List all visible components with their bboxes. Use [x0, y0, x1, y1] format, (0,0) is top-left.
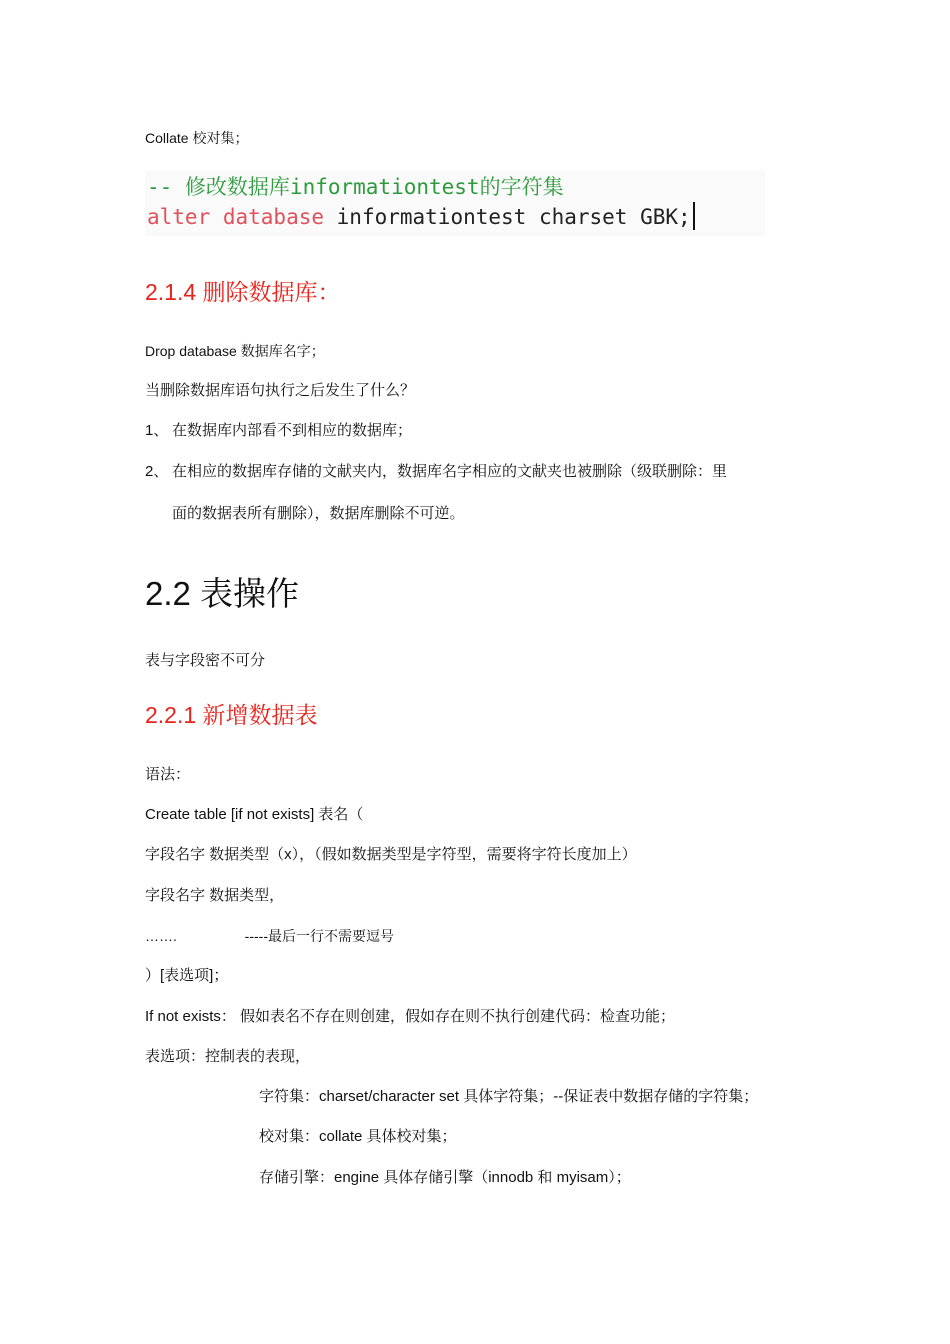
drop-syntax: Drop database 数据库名字；: [145, 343, 325, 359]
table-options-label: 表选项：控制表的表现，: [145, 1048, 311, 1065]
option-charset: 字符集：charset/character set 具体字符集；--保证表中数据存储的字符集；: [259, 1088, 759, 1105]
drop-question: 当删除数据库语句执行之后发生了什么？: [145, 382, 416, 399]
collate-line: Collate 校对集；: [145, 130, 249, 146]
field-definition-line: 字段名字 数据类型（x），（假如数据类型是字符型，需要将字符长度加上）: [145, 846, 637, 863]
heading-2-2: 2.2 表操作: [145, 575, 300, 612]
list-item-text: 在数据库内部看不到相应的数据库；: [172, 422, 413, 439]
closing-line: ）[表选项]；: [145, 967, 229, 984]
ellipsis-note: -----最后一行不需要逗号: [244, 928, 394, 944]
code-statement-line: [147, 202, 695, 232]
if-not-exists-line: If not exists： 假如表名不存在则创建，假如存在则不执行创建代码：检查功能；: [145, 1008, 676, 1025]
code-keyword: alter database: [147, 205, 325, 229]
create-table-line: Create table [if not exists] 表名（: [145, 806, 364, 823]
text-cursor: [693, 202, 695, 230]
syntax-label: 语法：: [145, 766, 191, 783]
code-comment-line: -- 修改数据库informationtest的字符集: [147, 175, 564, 199]
field-definition-line: 字段名字 数据类型，: [145, 887, 285, 904]
option-collate: 校对集：collate 具体校对集；: [259, 1128, 457, 1145]
list-item-number: 1、: [145, 422, 169, 439]
list-item-text: 在相应的数据库存储的文献夹内，数据库名字相应的文献夹也被删除（级联删除：里: [172, 463, 728, 480]
code-statement-rest: informationtest charset GBK;: [324, 205, 691, 229]
ellipsis: …….: [145, 928, 177, 944]
heading-2-1-4: 2.1.4 删除数据库：: [145, 279, 341, 305]
list-item-continuation: 面的数据表所有删除），数据库删除不可逆。: [172, 505, 465, 522]
code-screenshot: [145, 170, 765, 236]
heading-2-2-1: 2.2.1 新增数据表: [145, 702, 318, 728]
ellipsis-line: [145, 926, 394, 946]
list-item-number: 2、: [145, 463, 169, 480]
table-intro: 表与字段密不可分: [145, 652, 266, 669]
option-engine: 存储引擎：engine 具体存储引擎（innodb 和 myisam）；: [259, 1169, 631, 1186]
